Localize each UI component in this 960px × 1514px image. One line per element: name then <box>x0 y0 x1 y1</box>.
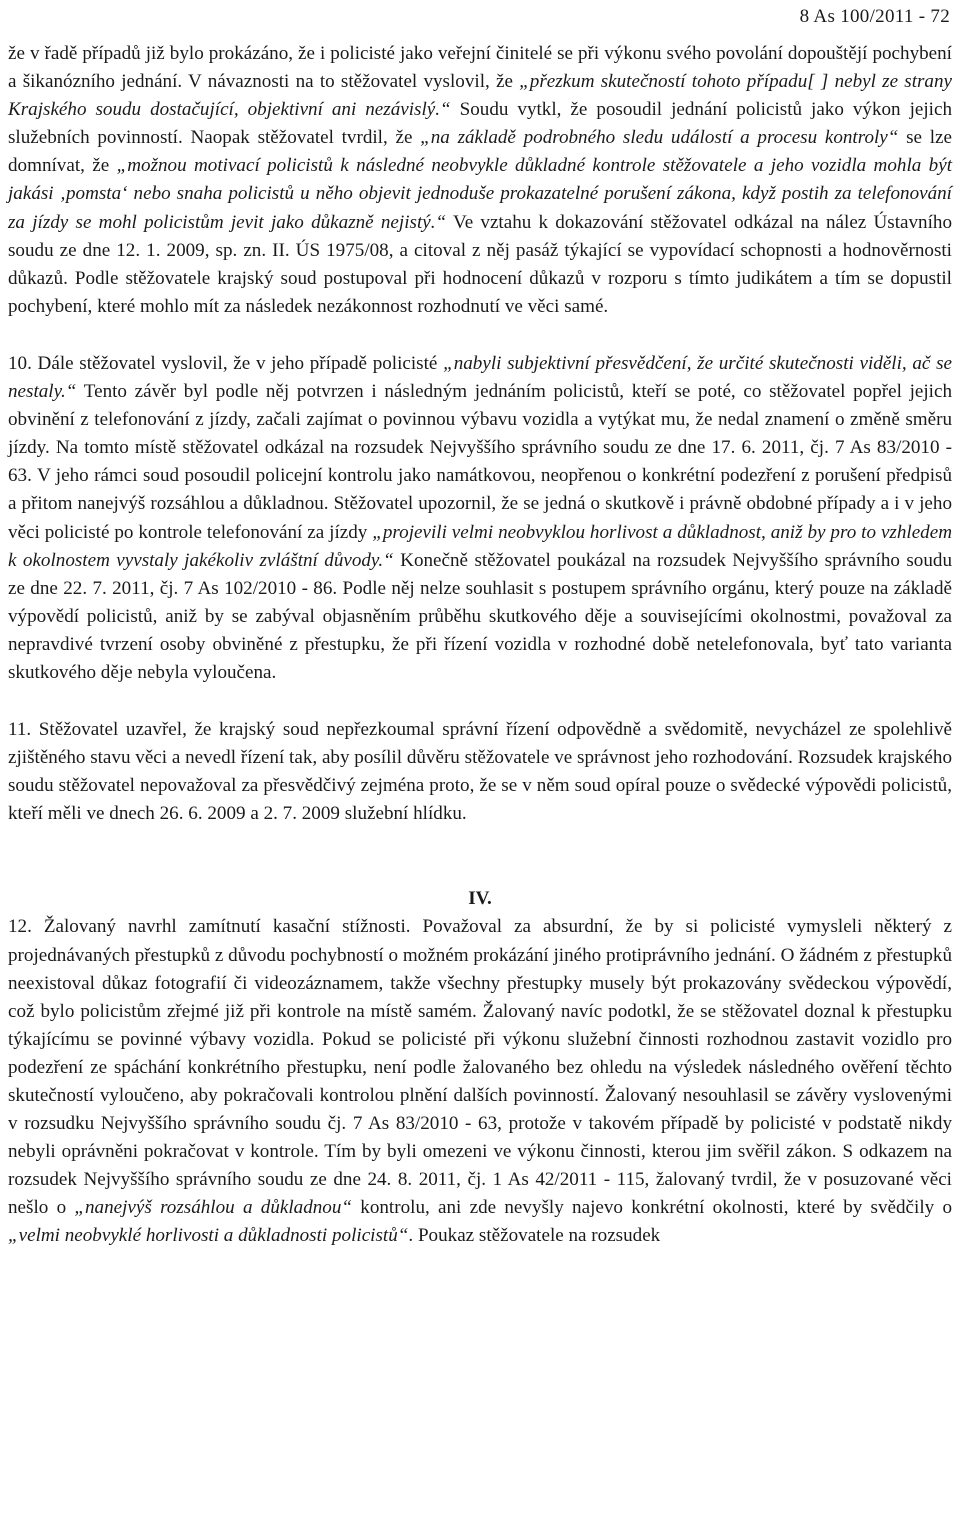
text-run: . Poukaz stěžovatele na rozsudek <box>408 1225 661 1247</box>
case-number-header: 8 As 100/2011 - 72 <box>799 6 950 27</box>
quotation: „na základě podrobného sledu událostí a procesu kontroly“ <box>420 127 899 149</box>
paragraph-spacer <box>8 687 952 716</box>
paragraph-spacer <box>8 857 952 885</box>
paragraph-intro <box>8 40 952 321</box>
paragraph-spacer <box>8 828 952 857</box>
text-run: 12. Žalovaný navrhl zamítnutí kasační stížnosti. Považoval za absurdní, že by si policisté vymysleli některý z projednávaných přestupků z důvodu pochybností o možném prokázání jiného protiprávního jednání. O žádném z přestupků neexistoval důkaz fotografií či videozáznamem, takže všechny přestupky musely být prokazovány svědeckou výpovědí, což bylo policistům zřejmé již při kontrole na místě samém. Žalovaný navíc podotkl, že se stěžovatel doznal k přestupku týkajícímu se povinné výbavy vozidla. Pokud se policisté při výkonu služební činnosti rozhodnou zastavit vozidlo pro podezření ze spáchání konkrétního přestupku, není podle žalovaného bez ohledu na výsledek následného ověření těchto skutečností vyloučeno, aby pokračovali kontrolou plnění dalších povinností. Žalovaný nesouhlasil se závěry vyslovenými v rozsudku Nejvyššího správního soudu čj. 7 As 83/2010 - 63, protože v takovém případě by policisté v podstatě nikdy nebyli oprávněni pokračovat v kontrole. Tím by byli omezeni ve výkonu činnosti, kterou jim svěřil zákon. S odkazem na rozsudek Nejvyššího správního soudu ze dne 24. 8. 2011, čj. 1 As 42/2011 - 115, žalovaný tvrdil, že v posuzované věci nešlo o <box>8 916 952 1219</box>
text-run: kontrolu, ani zde nevyšly najevo konkrétní okolnosti, které by svědčily o <box>352 1197 952 1219</box>
quotation: „projevili velmi neobvyklou horlivost a důkladnost, aniž by pro to vzhledem k okolnostem vyvstaly jakékoliv zvláštní důvody.“ <box>8 521 952 571</box>
text-run: Konečně stěžovatel poukázal na rozsudek Nejvyššího správního soudu ze dne 22. 7. 2011, čj. 7 As 102/2010 - 86. Podle něj nelze souhlasit s postupem správního orgánu, který pouze na základě výpovědí policistů, aniž by se zabýval objasněním průběhu skutkového děje a souvisejícími okolnostmi, považoval za nepravdivé tvrzení osoby obviněné z přestupku, že při řízení vozidla v rozhodné době netelefonovala, byť tato varianta skutkového děje nebyla vyloučena. <box>8 549 952 683</box>
quotation: „možnou motivací policistů k následné neobvykle důkladné kontrole stěžovatele a jeho vozidla mohla být jakási ‚pomsta‘ nebo snaha policistů u něho objevit jednoduše prokazatelné porušení zákona, když postih za telefonování za jízdy se mohl policistům jevit jako důkazně nejistý.“ <box>8 155 952 233</box>
quotation: „přezkum skutečností tohoto případu[ ] nebyl ze strany Krajského soudu dostačující, objektivní ani nezávislý.“ <box>8 71 953 121</box>
text-run: že v řadě případů již bylo prokázáno, že i policisté jako veřejní činitelé se při výkonu svého povolání dopouštějí pochybení a šikanózního jednání. V návaznosti na to stěžovatel vyslovil, že <box>8 43 952 93</box>
paragraph-11: 11. Stěžovatel uzavřel, že krajský soud nepřezkoumal správní řízení odpovědně a svědomitě, nevycházel ze spolehlivě zjištěného stavu věci a nevedl řízení tak, aby posílil důvěru stěžovatele ve správnost jeho rozhodování. Rozsudek krajského soudu stěžovatel nepovažoval za přesvědčivý zejména proto, že se v něm soud opíral pouze o svědecké výpovědi policistů, kteří měli ve dnech 26. 6. 2009 a 2. 7. 2009 služební hlídku. <box>8 719 952 825</box>
paragraph-12 <box>8 913 952 1250</box>
quotation: „velmi neobvyklé horlivosti a důkladnosti policistů“ <box>8 1225 409 1247</box>
text-run: Ve vztahu k dokazování stěžovatel odkázal na nález Ústavního soudu ze dne 12. 1. 2009, sp. zn. II. ÚS 1975/08, a citoval z něj pasáž týkající se vypovídací schopnosti a hodnověrnosti důkazů. Podle stěžovatele krajský soud postupoval při hodnocení důkazů v rozporu s tímto judikátem a tím se dopustil pochybení, které mohlo mít za následek nezákonnost rozhodnutí ve věci samé. <box>8 211 952 317</box>
paragraph-10 <box>8 350 952 687</box>
quotation: „nanejvýš rozsáhlou a důkladnou“ <box>74 1197 353 1219</box>
text-run: 10. Dále stěžovatel vyslovil, že v jeho případě policisté <box>8 352 444 374</box>
text-run: Soudu vytkl, že posoudil jednání policistů jako výkon jejich služebních povinností. Naopak stěžovatel tvrdil, že <box>8 99 952 149</box>
paragraph-spacer <box>8 321 952 350</box>
text-run: se lze domnívat, že <box>8 127 952 177</box>
document-body <box>8 40 952 1251</box>
quotation: „nabyli subjektivní přesvědčení, že určité skutečnosti viděli, ač se nestaly.“ <box>8 352 952 403</box>
text-run: Tento závěr byl podle něj potvrzen i následným jednáním policistů, kteří se poté, co stěžovatel popřel jejich obvinění z telefonování z jízdy, začali zajímat o povinnou výbavu vozidla a vytýkat mu, že nedal znamení o změně směru jízdy. Na tomto místě stěžovatel odkázal na rozsudek Nejvyššího správního soudu ze dne 17. 6. 2011, čj. 7 As 83/2010 - 63. V jeho rámci soud posoudil policejní kontrolu jako namátkovou, neopřenou o konkrétní podezření z porušení předpisů a přitom nanejvýš rozsáhlou a důkladnou. Stěžovatel upozornil, že se jedná o skutkově i právně obdobné případy a i v jeho věci policisté po kontrole telefonování za jízdy <box>8 381 952 543</box>
section-heading: IV. <box>468 888 492 910</box>
